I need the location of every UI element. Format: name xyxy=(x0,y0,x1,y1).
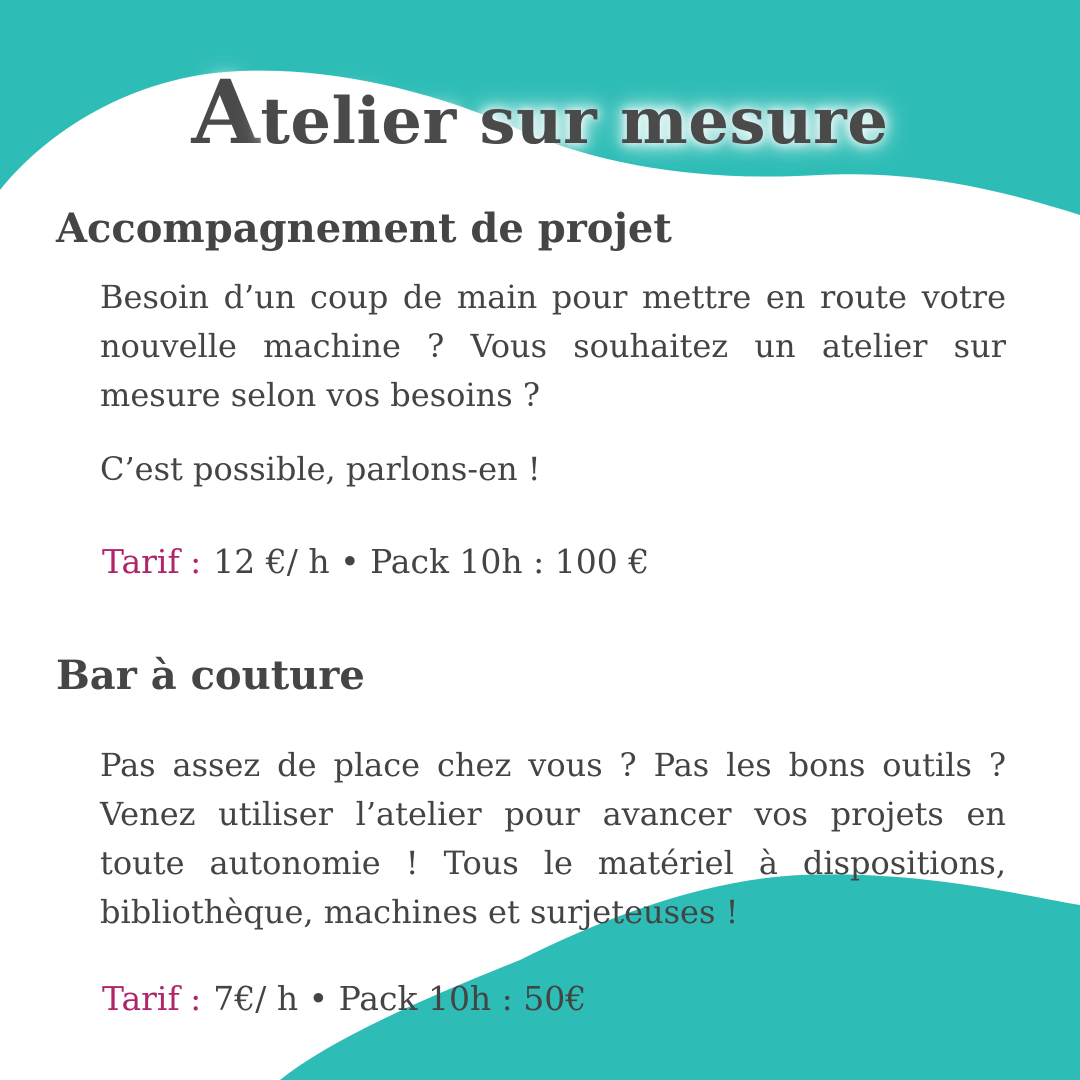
title-rest: telier sur mesure xyxy=(260,84,889,159)
tarif-label: Tarif : xyxy=(102,979,202,1018)
tarif-label: Tarif : xyxy=(102,542,202,581)
section-heading-bar-a-couture: Bar à couture xyxy=(56,652,365,699)
section-note-accompagnement: C’est possible, parlons-en ! xyxy=(100,450,541,488)
section-paragraph-bar-a-couture: Pas assez de place chez vous ? Pas les bons outils ? Venez utiliser l’atelier pour avancer vos projets en toute autonomie ! Tous le matériel à dispositions, bibliothèque, machines et surjeteuses ! xyxy=(100,746,1006,931)
section-paragraph-accompagnement: Besoin d’un coup de main pour mettre en route votre nouvelle machine ? Vous souhaitez un atelier sur mesure selon vos besoins ? xyxy=(100,278,1006,414)
section-heading-accompagnement: Accompagnement de projet xyxy=(56,205,672,252)
tarif-line-accompagnement xyxy=(102,542,649,581)
title-first-letter: A xyxy=(191,60,261,164)
tarif-value: 7€/ h • Pack 10h : 50€ xyxy=(213,979,587,1018)
page-title xyxy=(0,60,1080,164)
tarif-value: 12 €/ h • Pack 10h : 100 € xyxy=(213,542,650,581)
tarif-line-bar-a-couture xyxy=(102,979,586,1018)
